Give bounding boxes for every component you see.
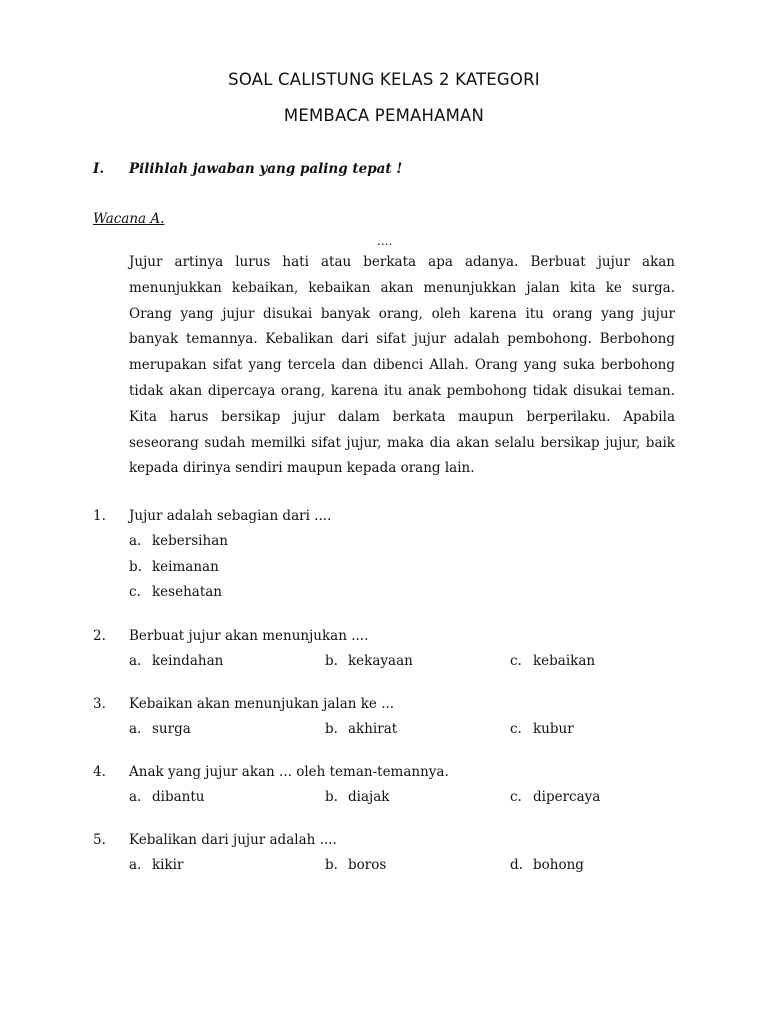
option-letter: c. [510, 721, 522, 737]
wacana-heading: Wacana A. [93, 211, 165, 227]
question-3-option-c [510, 721, 574, 737]
reading-passage: Jujur artinya lurus hati atau berkata apa adanya. Berbuat jujur akan menunjukkan kebaikan, kebaikan akan menunjukkan jalan kita ke surga. Orang yang jujur disukai banyak orang, oleh karena itu orang yang jujur banyak temannya. Kebalikan dari sifat jujur adalah pembohong. Berbohong merupakan sifat yang tercela dan dibenci Allah. Orang yang suka berbohong tidak akan dipercaya orang, karena itu anak pembohong tidak disukai teman. Kita harus bersikap jujur dalam berkata maupun berperilaku. Apabila seseorang sudah memilki sifat jujur, maka dia akan selalu bersikap jujur, baik kepada dirinya sendiri maupun kepada orang lain. [129, 254, 675, 477]
question-3-option-a [129, 721, 191, 737]
option-text: kubur [533, 721, 574, 737]
question-2-option-c [510, 653, 595, 669]
document-title-line-1: SOAL CALISTUNG KELAS 2 KATEGORI [228, 70, 540, 89]
option-text: akhirat [348, 721, 398, 737]
option-letter: c. [129, 584, 141, 600]
question-3-option-b [325, 721, 397, 737]
question-3-number: 3. [93, 696, 106, 712]
option-text: dibantu [152, 789, 205, 805]
option-text: kekayaan [348, 653, 413, 669]
question-5-option-b [325, 857, 386, 873]
document-title-line-2: MEMBACA PEMAHAMAN [283, 106, 485, 125]
question-5-option-a [129, 857, 183, 873]
option-text: keimanan [152, 559, 219, 575]
section-instruction: Pilihlah jawaban yang paling tepat ! [129, 161, 403, 177]
option-letter: b. [325, 857, 338, 873]
question-4-option-a [129, 789, 204, 805]
option-letter: b. [325, 653, 338, 669]
option-letter: b. [129, 559, 142, 575]
option-text: boros [348, 857, 387, 873]
option-text: kesehatan [152, 584, 222, 600]
question-2-number: 2. [93, 628, 106, 644]
question-4-text: Anak yang jujur akan ... oleh teman-temannya. [129, 764, 449, 780]
option-text: dipercaya [533, 789, 601, 805]
option-text: bohong [533, 857, 584, 873]
question-3-text: Kebaikan akan menunjukan jalan ke ... [129, 696, 395, 712]
passage-dots: .... [377, 234, 393, 248]
option-text: keindahan [152, 653, 224, 669]
question-2-option-a [129, 653, 223, 669]
question-5-number: 5. [93, 832, 106, 848]
option-letter: a. [129, 653, 142, 669]
option-letter: a. [129, 721, 142, 737]
question-4-option-c [510, 789, 600, 805]
question-1-option-c [129, 584, 222, 600]
question-2-text: Berbuat jujur akan menunjukan .... [129, 628, 369, 644]
question-1-option-b [129, 559, 219, 575]
option-text: surga [152, 721, 191, 737]
option-letter: a. [129, 533, 142, 549]
question-5-option-d [510, 857, 584, 873]
question-1-number: 1. [93, 508, 106, 524]
option-letter: d. [510, 857, 523, 873]
option-letter: b. [325, 721, 338, 737]
option-text: kebaikan [533, 653, 596, 669]
question-4-option-b [325, 789, 389, 805]
question-2-option-b [325, 653, 413, 669]
section-number: I. [93, 161, 105, 177]
question-5-text: Kebalikan dari jujur adalah .... [129, 832, 337, 848]
question-1-text: Jujur adalah sebagian dari .... [129, 508, 332, 524]
question-4-number: 4. [93, 764, 106, 780]
option-text: diajak [348, 789, 390, 805]
option-letter: a. [129, 857, 142, 873]
option-letter: c. [510, 789, 522, 805]
option-letter: c. [510, 653, 522, 669]
option-text: kikir [152, 857, 184, 873]
option-text: kebersihan [152, 533, 228, 549]
option-letter: b. [325, 789, 338, 805]
option-letter: a. [129, 789, 142, 805]
question-1-option-a [129, 533, 228, 549]
